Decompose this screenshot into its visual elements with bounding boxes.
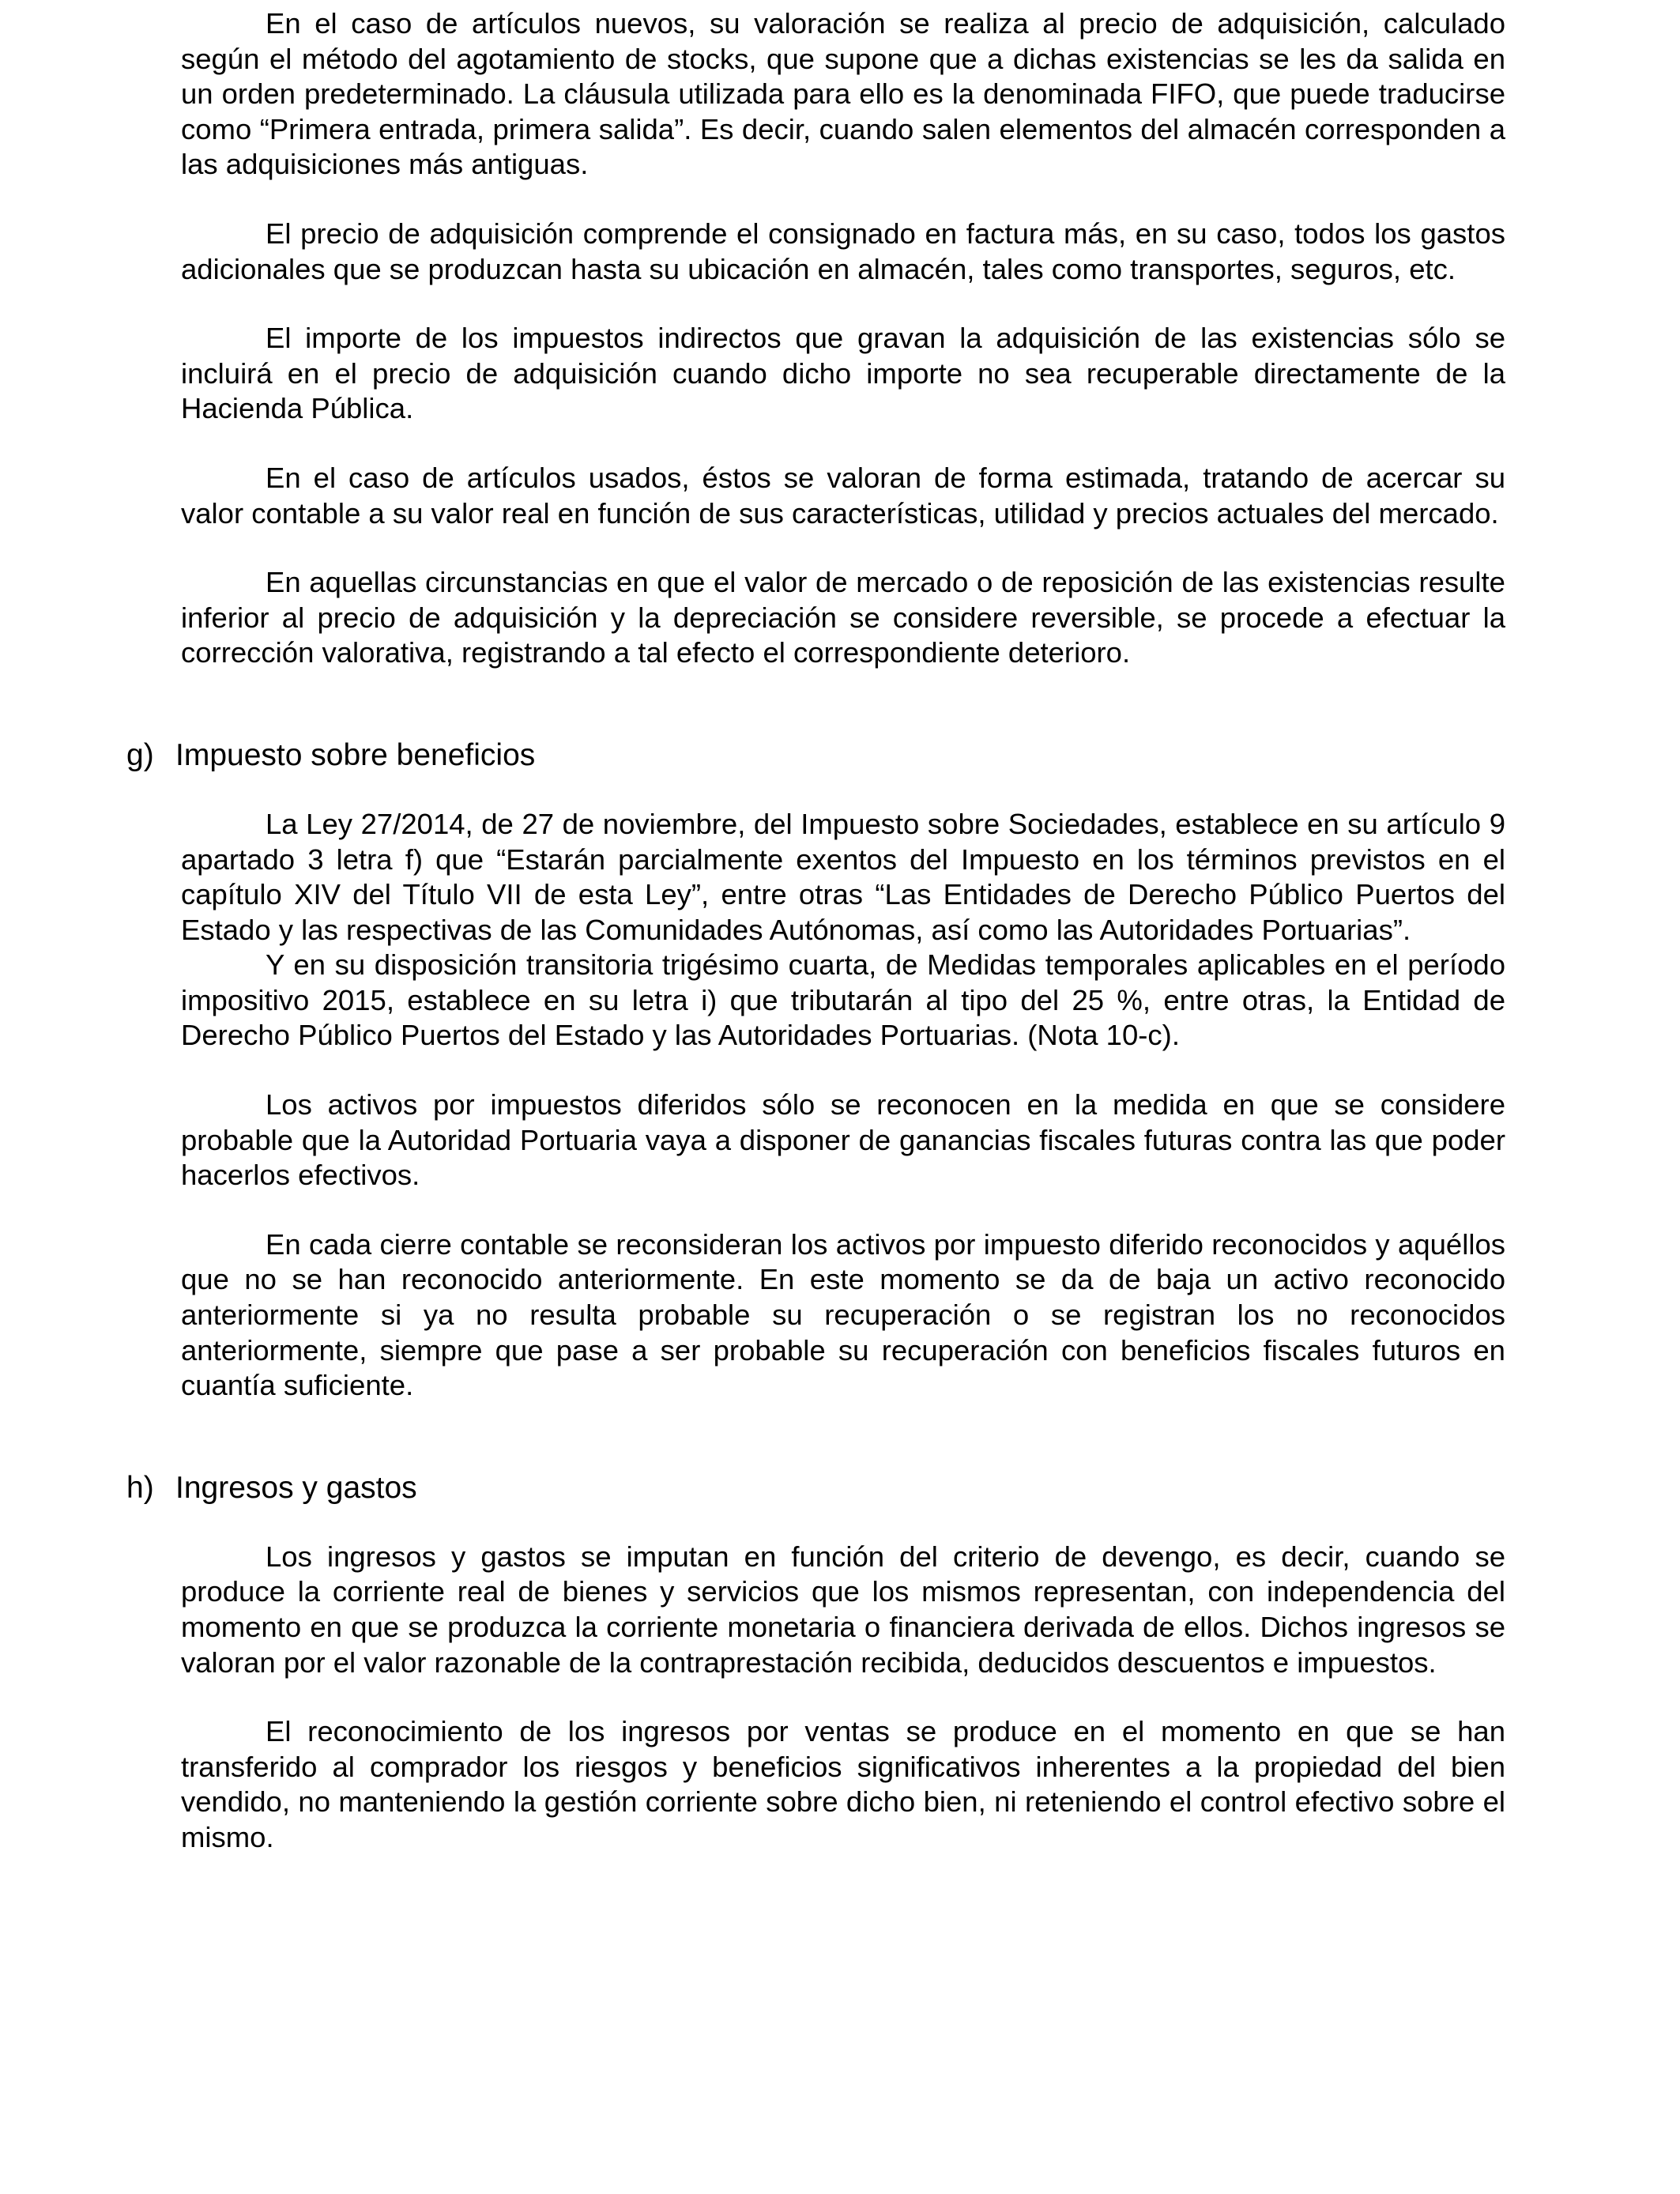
paragraph-accrual-criterion: Los ingresos y gastos se imputan en función del criterio de devengo, es decir, cuando se produce la corriente real de bienes y servicios que los mismos representan, con independencia del momento en que se produzca la corriente monetaria o financiera derivada de ellos. Dichos ingresos se valoran por el valor razonable de la contraprestación recibida, deducidos descuentos e impuestos.	[181, 1540, 1505, 1679]
heading-section-h-letter: h)	[126, 1470, 154, 1505]
section-g-body	[181, 807, 1505, 1404]
paragraph-transitory-provision: Y en su disposición transitoria trigésimo cuarta, de Medidas temporales aplicables en el período impositivo 2015, establece en su letra i) que tributarán al tipo del 25 %, entre otras, la Entidad de Derecho Público Puertos del Estado y las Autoridades Portuarias. (Nota 10-c).	[181, 948, 1505, 1052]
heading-section-h-title: Ingresos y gastos	[175, 1470, 417, 1505]
paragraph-fifo-valuation: En el caso de artículos nuevos, su valoración se realiza al precio de adquisición, calculado según el método del agotamiento de stocks, que supone que a dichas existencias se les da salida en un orden predeterminado. La cláusula utilizada para ello es la denominada FIFO, que puede traducirse como “Primera entrada, primera salida”. Es decir, cuando salen elementos del almacén corresponden a las adquisiciones más antiguas.	[181, 7, 1505, 181]
heading-section-g-letter: g)	[126, 737, 154, 772]
section-h-body	[181, 1540, 1505, 1856]
paragraph-sales-revenue-recognition: El reconocimiento de los ingresos por ventas se produce en el momento en que se han transferido al comprador los riesgos y beneficios significativos inherentes a la propiedad del bien vendido, no manteniendo la gestión corriente sobre dicho bien, ni reteniendo el control efectivo sobre el mismo.	[181, 1715, 1505, 1853]
paragraph-used-items: En el caso de artículos usados, éstos se valoran de forma estimada, tratando de acercar su valor contable a su valor real en función de sus características, utilidad y precios actuales del mercado.	[181, 461, 1505, 530]
paragraph-indirect-taxes: El importe de los impuestos indirectos que gravan la adquisición de las existencias sólo se incluirá en el precio de adquisición cuando dicho importe no sea recuperable directamente de la Hacienda Pública.	[181, 322, 1505, 425]
section-f-continuation	[181, 6, 1505, 671]
paragraph-corporate-tax-law: La Ley 27/2014, de 27 de noviembre, del Impuesto sobre Sociedades, establece en su artículo 9 apartado 3 letra f) que “Estarán parcialmente exentos del Impuesto en los términos previstos en el capítulo XIV del Título VII de esta Ley”, entre otras “Las Entidades de Derecho Público Puertos del Estado y las respectivas de las Comunidades Autónomas, así como las Autoridades Portuarias”.	[181, 807, 1505, 946]
paragraph-impairment: En aquellas circunstancias en que el valor de mercado o de reposición de las existencias resulte inferior al precio de adquisición y la depreciación se considere reversible, se procede a efectuar la corrección valorativa, registrando a tal efecto el correspondiente deterioro.	[181, 566, 1505, 669]
paragraph-acquisition-price: El precio de adquisición comprende el consignado en factura más, en su caso, todos los gastos adicionales que se produzcan hasta su ubicación en almacén, tales como transportes, seguros, etc.	[181, 217, 1505, 285]
heading-section-g-title: Impuesto sobre beneficios	[175, 737, 536, 772]
heading-section-g	[126, 737, 1680, 775]
paragraph-accounting-close: En cada cierre contable se reconsideran los activos por impuesto diferido reconocidos y aquéllos que no se han reconocido anteriormente. En este momento se da de baja un activo reconocido anteriormente si ya no resulta probable su recuperación o se registran los no reconocidos anteriormente, siempre que pase a ser probable su recuperación con beneficios fiscales futuros en cuantía suficiente.	[181, 1227, 1505, 1402]
paragraph-deferred-tax-assets: Los activos por impuestos diferidos sólo se reconocen en la medida en que se considere probable que la Autoridad Portuaria vaya a disponer de ganancias fiscales futuras contra las que poder hacerlos efectivos.	[181, 1088, 1505, 1192]
heading-section-h	[126, 1469, 1680, 1507]
